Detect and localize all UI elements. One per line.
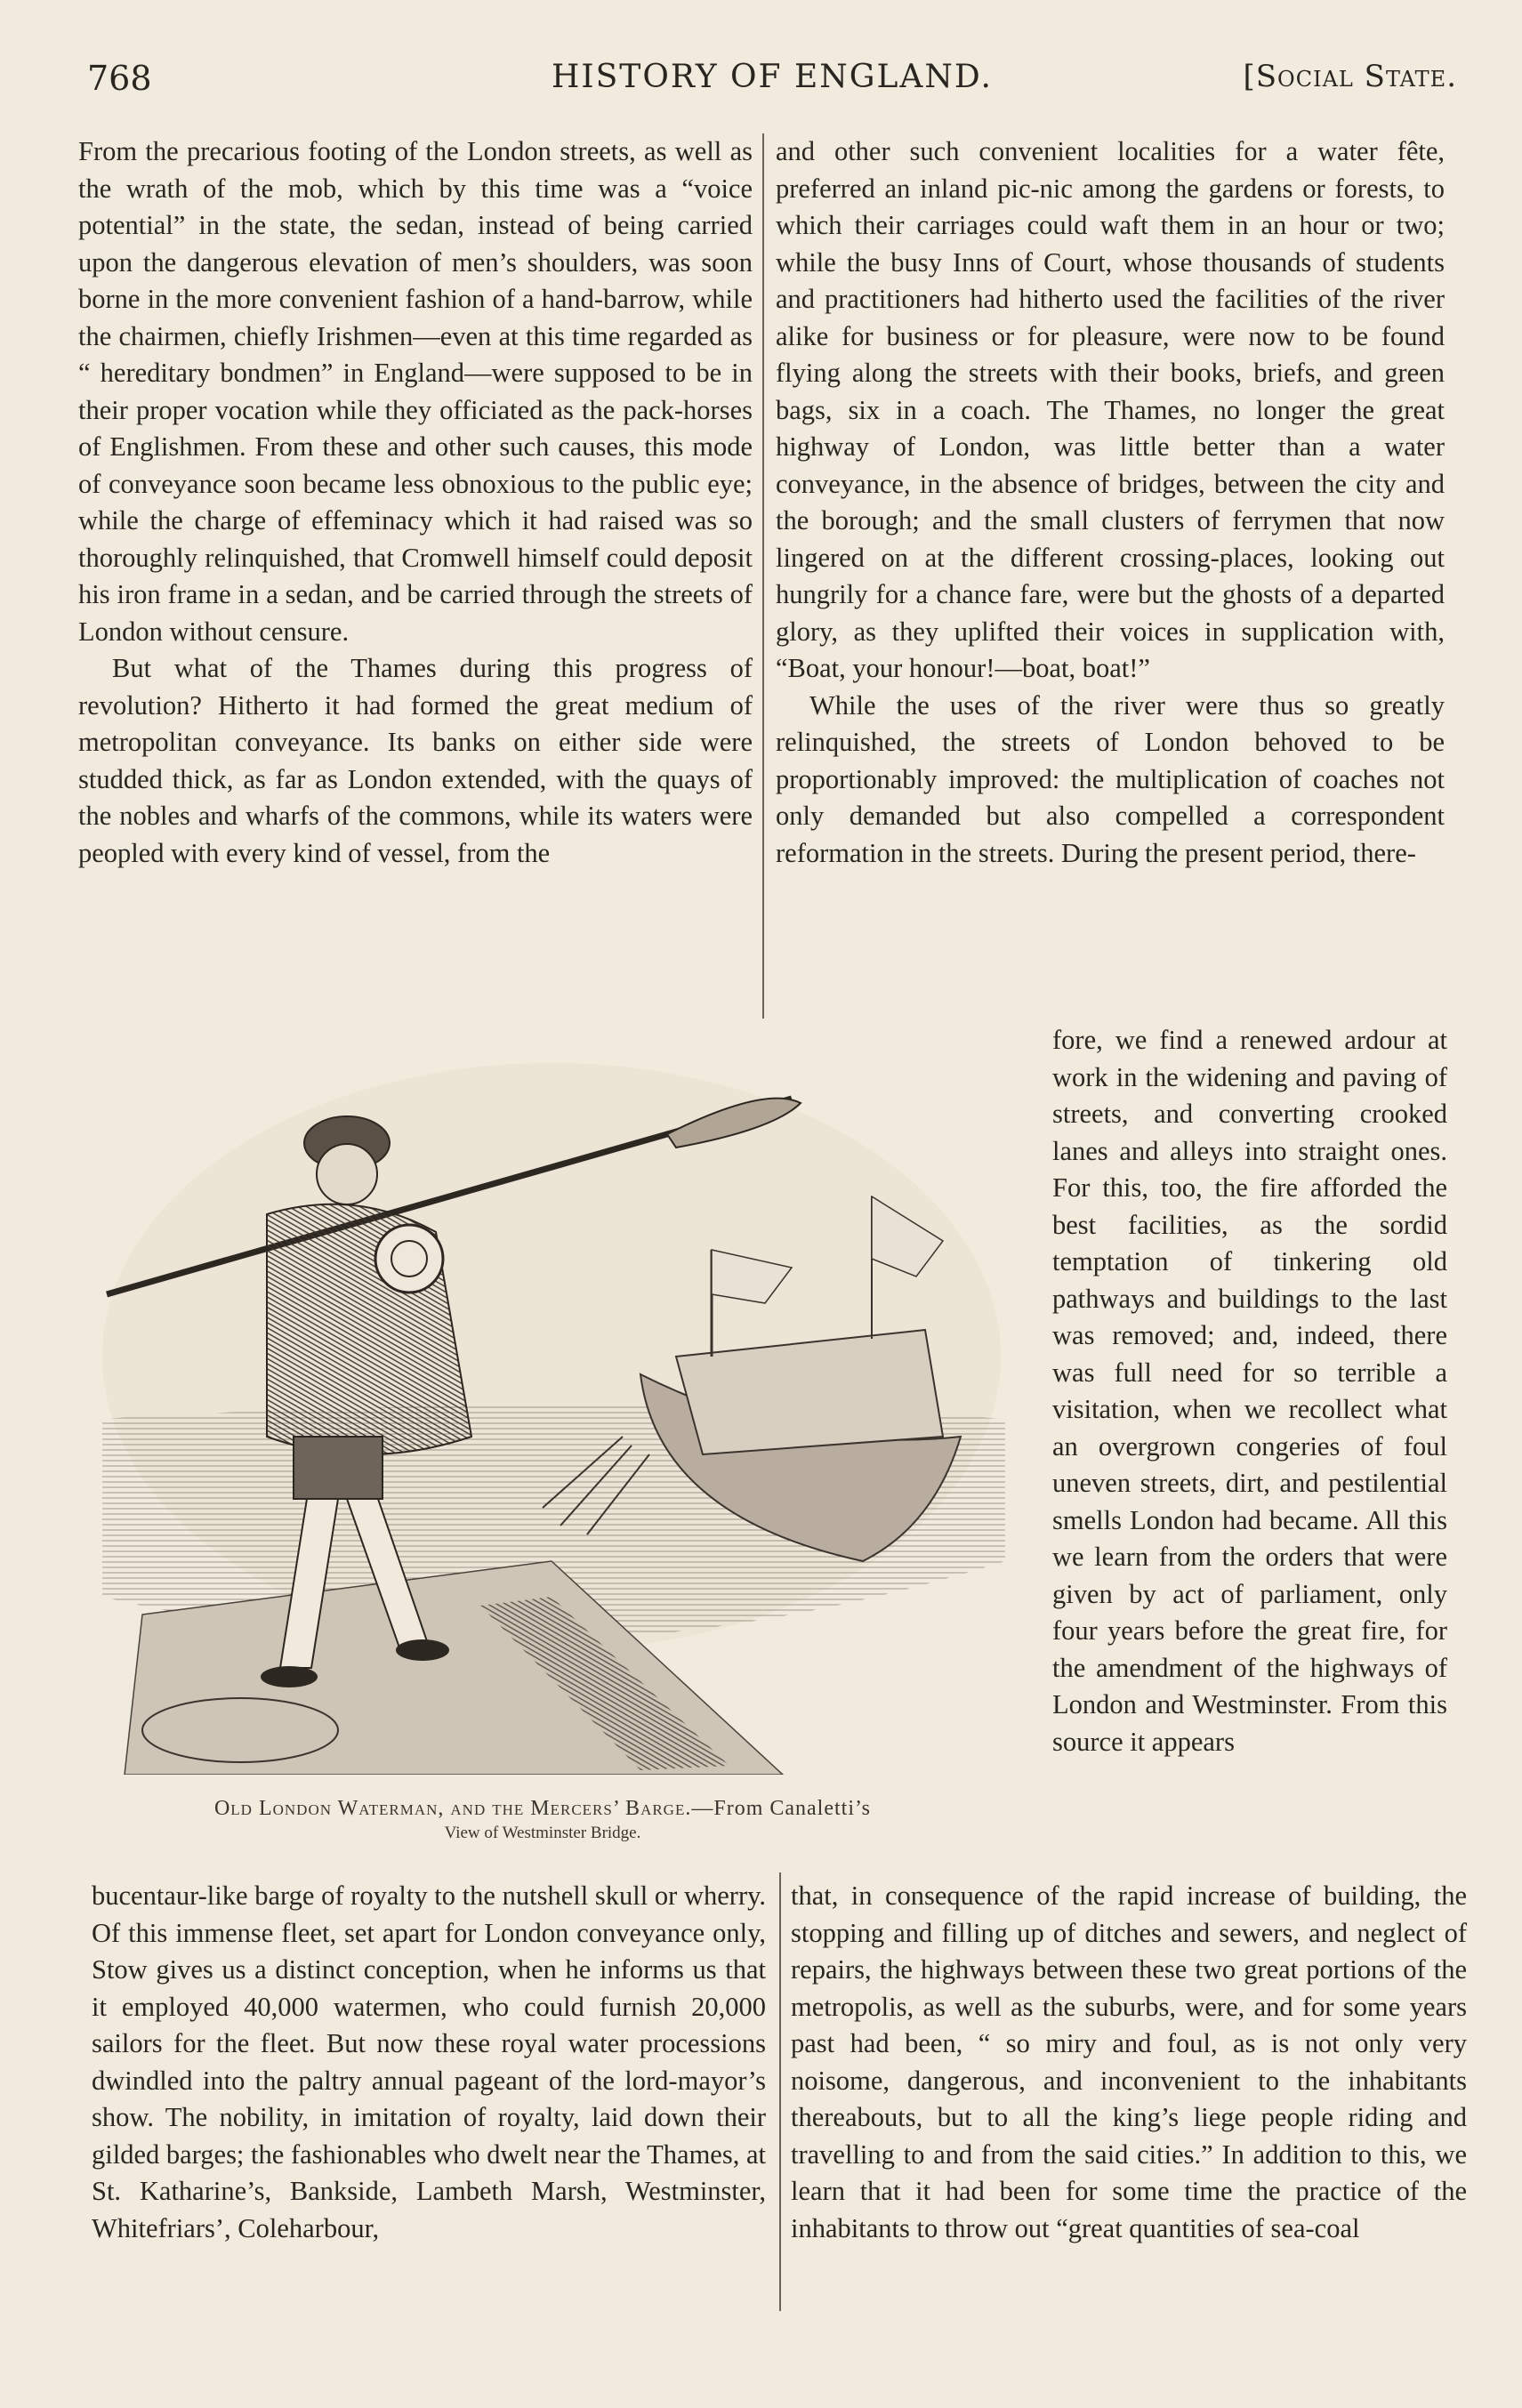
- section-title: [Social State.: [1243, 59, 1457, 94]
- figure-caption: [98, 1795, 987, 1845]
- engraving-image: [89, 1063, 1014, 1775]
- paragraph: But what of the Thames during this progress of revolution? Hitherto it had formed the great medium of metropolitan conveyance. Its banks on either side were studded thick, as far as London extended, with the quays of the nobles and wharfs of the commons, while its waters were peopled with every kind of vessel, from the: [78, 653, 753, 868]
- paragraph: that, in consequence of the rapid increase of building, the stopping and filling up of ditches and sewers, and neglect of repairs, the highways between these two great portions of the metropolis, as well as the suburbs, were, and for some years past had been, “ so miry and foul, as is not only very noisome, dangerous, and inconvenient to the inhabitants thereabouts, but to all the king’s liege people riding and travelling to and from the said cities.” In addition to this, we learn that it had been for some time the practice of the inhabitants to throw out “great quantities of sea-coal: [791, 1880, 1467, 2243]
- paragraph: bucentaur-like barge of royalty to the nutshell skull or wherry. Of this immense fleet, set apart for London conveyance only, Stow gives us a distinct conception, when he informs us that it employed 40,000 watermen, who could furnish 20,000 sailors for the fleet. But now these royal water processions dwindled into the paltry annual pageant of the lord-mayor’s show. The nobility, in imitation of royalty, laid down their gilded barges; the fashionables who dwelt near the Thames, at St. Katharine’s, Bankside, Lambeth Marsh, Westminster, Whitefriars’, Coleharbour,: [92, 1880, 766, 2243]
- column-top-left: [78, 133, 753, 872]
- column-top-right: [776, 133, 1445, 872]
- column-bottom-right: [791, 1878, 1467, 2247]
- page-number: 768: [87, 59, 152, 98]
- illustration-waterman-barge: [89, 1063, 1014, 1775]
- column-rule-bottom: [779, 1872, 781, 2311]
- paragraph: While the uses of the river were thus so greatly relinquished, the streets of London behoved to be proportionably improved: the multiplication of coaches not only demanded but also compelled a correspondent reformation in the streets. During the present period, there-: [776, 689, 1445, 868]
- page-header: [87, 59, 1457, 103]
- caption-source: —From Canaletti’s: [691, 1797, 872, 1820]
- column-rule-top: [762, 133, 764, 1019]
- column-wrap-right: [1052, 1022, 1447, 1760]
- caption-line-2: View of Westminster Bridge.: [444, 1824, 641, 1842]
- column-bottom-left: [92, 1878, 766, 2247]
- paragraph: From the precarious footing of the London streets, as well as the wrath of the mob, which by this time was a “voice potential” in the state, the sedan, instead of being carried upon the dangerous elevation of men’s shoulders, was soon borne in the more convenient fashion of a hand-barrow, while the chairmen, chiefly Irishmen—even at this time regarded as “ hereditary bondmen” in England—were supposed to be in their proper vocation while they officiated as the pack-horses of Englishmen. From these and other such causes, this mode of conveyance soon became less obnoxious to the public eye; while the charge of effeminacy which it had raised was so thoroughly relinquished, that Cromwell himself could deposit his iron frame in a sedan, and be carried through the streets of London without censure.: [78, 136, 753, 647]
- paragraph: and other such convenient localities for a water fête, preferred an inland pic-nic among the gardens or forests, to which their carriages could waft them in an hour or two; while the busy Inns of Court, whose thousands of students and practitioners had hitherto used the facilities of the river alike for business or for pleasure, were now to be found flying along the streets with their books, briefs, and green bags, six in a coach. The Thames, no longer the great highway of London, was little better than a water conveyance, in the absence of bridges, between the city and the borough; and the small clusters of ferrymen that now lingered on at the different crossing-places, looking out hungrily for a chance fare, were but the ghosts of a departed glory, as they uplifted their voices in supplication with, “Boat, your honour!—boat, boat!”: [776, 136, 1445, 683]
- paragraph: fore, we find a renewed ardour at work in the widening and paving of streets, and converting crooked lanes and alleys into straight ones. For this, too, the fire afforded the best facilities, as the sordid temptation of tinkering old pathways and buildings to the last was removed; and, indeed, there was full need for so terrible a visitation, when we recollect what an overgrown congeries of foul uneven streets, dirt, and pestilential smells London had became. All this we learn from the orders that were given by act of parliament, only four years before the great fire, for the amendment of the highways of London and Westminster. From this source it appears: [1052, 1025, 1447, 1757]
- running-title: HISTORY OF ENGLAND.: [552, 59, 993, 95]
- caption-title: Old London Waterman, and the Mercers’ Barge.: [213, 1797, 692, 1820]
